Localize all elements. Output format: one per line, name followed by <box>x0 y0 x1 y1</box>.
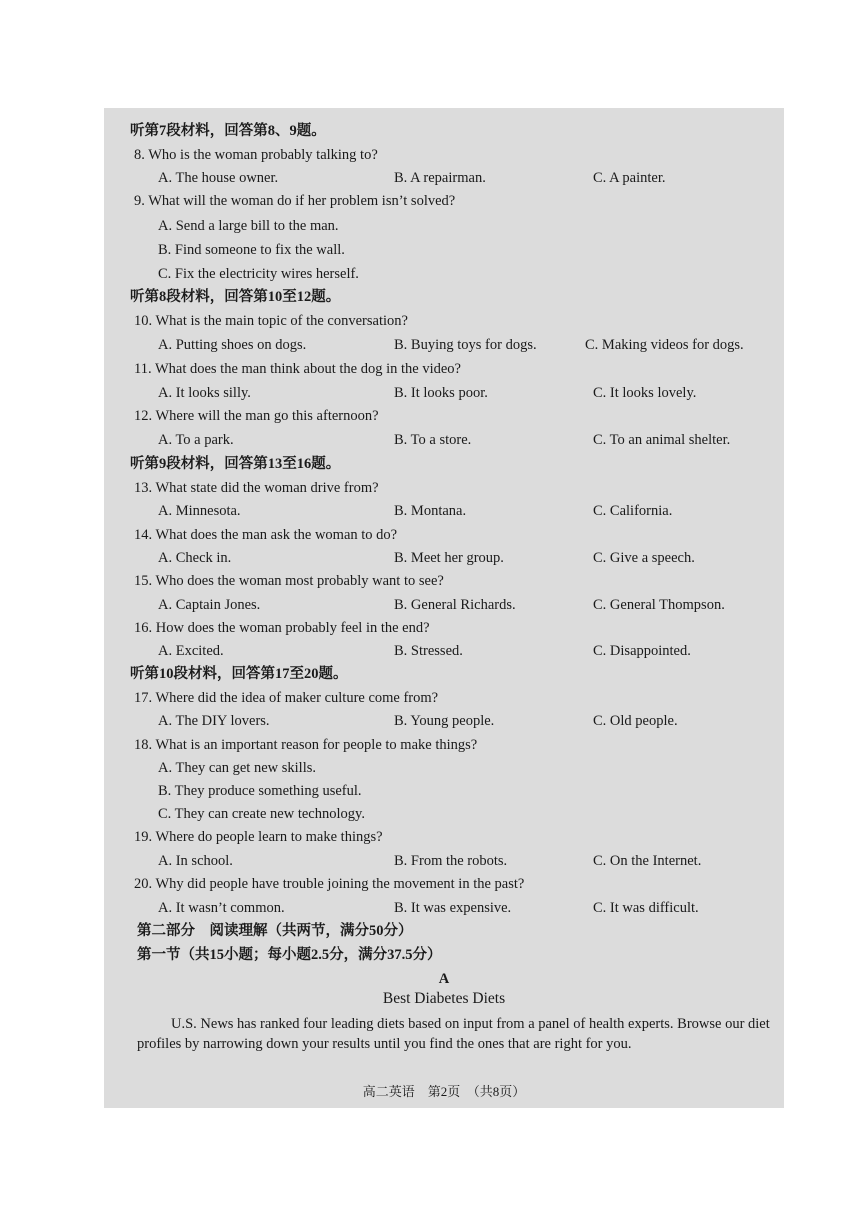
option-a: A. Send a large bill to the man. <box>158 218 339 234</box>
question-13: 13. What state did the woman drive from? <box>134 480 379 496</box>
option-a: A. They can get new skills. <box>158 760 316 776</box>
passage-letter: A <box>438 971 450 987</box>
question-17: 17. Where did the idea of maker culture come from? <box>134 690 439 706</box>
option-a: A. Excited. <box>158 643 224 659</box>
question-19: 19. Where do people learn to make things? <box>134 829 383 845</box>
question-15: 15. Who does the woman most probably want to see? <box>134 573 444 589</box>
question-16: 16. How does the woman probably feel in the end? <box>134 620 430 636</box>
part-two-heading: 第二部分 阅读理解（共两节，满分50分） <box>137 923 413 939</box>
option-a: A. It looks silly. <box>158 385 251 401</box>
article-title: Best Diabetes Diets <box>382 990 506 1007</box>
option-c: C. Disappointed. <box>593 643 691 659</box>
question-10: 10. What is the main topic of the conversation? <box>134 313 408 329</box>
option-c: C. It looks lovely. <box>593 385 697 401</box>
option-b: B. It looks poor. <box>394 385 488 401</box>
section-heading: 听第8段材料，回答第10至12题。 <box>130 289 341 305</box>
option-b: B. Montana. <box>394 503 467 519</box>
question-20: 20. Why did people have trouble joining the movement in the past? <box>134 876 525 892</box>
option-b: B. Buying toys for dogs. <box>394 337 537 353</box>
option-a: A. Minnesota. <box>158 503 241 519</box>
option-a: A. It wasn’t common. <box>158 900 285 916</box>
option-b: B. Stressed. <box>394 643 463 659</box>
question-11: 11. What does the man think about the dog in the video? <box>134 361 461 377</box>
page-footer: 高二英语 第2页 （共8页） <box>362 1084 526 1099</box>
option-b: B. Find someone to fix the wall. <box>158 242 345 258</box>
option-c: C. Old people. <box>593 713 678 729</box>
option-b: B. General Richards. <box>394 597 516 613</box>
section-heading: 听第7段材料，回答第8、9题。 <box>130 123 326 139</box>
option-c: C. General Thompson. <box>593 597 725 613</box>
option-b: B. Meet her group. <box>394 550 504 566</box>
question-8: 8. Who is the woman probably talking to? <box>134 147 378 163</box>
option-c: C. A painter. <box>593 170 666 186</box>
option-c: C. Making videos for dogs. <box>585 337 744 353</box>
option-a: A. To a park. <box>158 432 234 448</box>
option-c: C. They can create new technology. <box>158 806 365 822</box>
option-a: A. Check in. <box>158 550 232 566</box>
option-a: A. The DIY lovers. <box>158 713 270 729</box>
option-c: C. It was difficult. <box>593 900 699 916</box>
section-heading: 听第10段材料，回答第17至20题。 <box>130 666 348 682</box>
option-b: B. From the robots. <box>394 853 508 869</box>
option-b: B. They produce something useful. <box>158 783 362 799</box>
option-a: A. In school. <box>158 853 233 869</box>
exam-page <box>104 108 784 1108</box>
option-c: C. Fix the electricity wires herself. <box>158 266 359 282</box>
option-c: C. On the Internet. <box>593 853 702 869</box>
option-a: A. Captain Jones. <box>158 597 261 613</box>
option-a: A. Putting shoes on dogs. <box>158 337 307 353</box>
section-one-heading: 第一节（共15小题；每小题2.5分，满分37.5分） <box>137 947 442 963</box>
option-c: C. California. <box>593 503 673 519</box>
question-9: 9. What will the woman do if her problem isn’t solved? <box>134 193 456 209</box>
question-18: 18. What is an important reason for people to make things? <box>134 737 478 753</box>
article-paragraph: U.S. News has ranked four leading diets based on input from a panel of health experts. Browse our diet profiles by narrowing down your results until you find the ones that are right for you. <box>137 1016 770 1052</box>
option-c: C. Give a speech. <box>593 550 695 566</box>
option-b: B. Young people. <box>394 713 495 729</box>
question-12: 12. Where will the man go this afternoon? <box>134 408 379 424</box>
section-heading: 听第9段材料，回答第13至16题。 <box>130 456 341 472</box>
option-b: B. A repairman. <box>394 170 486 186</box>
option-b: B. It was expensive. <box>394 900 512 916</box>
option-a: A. The house owner. <box>158 170 279 186</box>
question-14: 14. What does the man ask the woman to do? <box>134 527 398 543</box>
option-c: C. To an animal shelter. <box>593 432 731 448</box>
option-b: B. To a store. <box>394 432 472 448</box>
